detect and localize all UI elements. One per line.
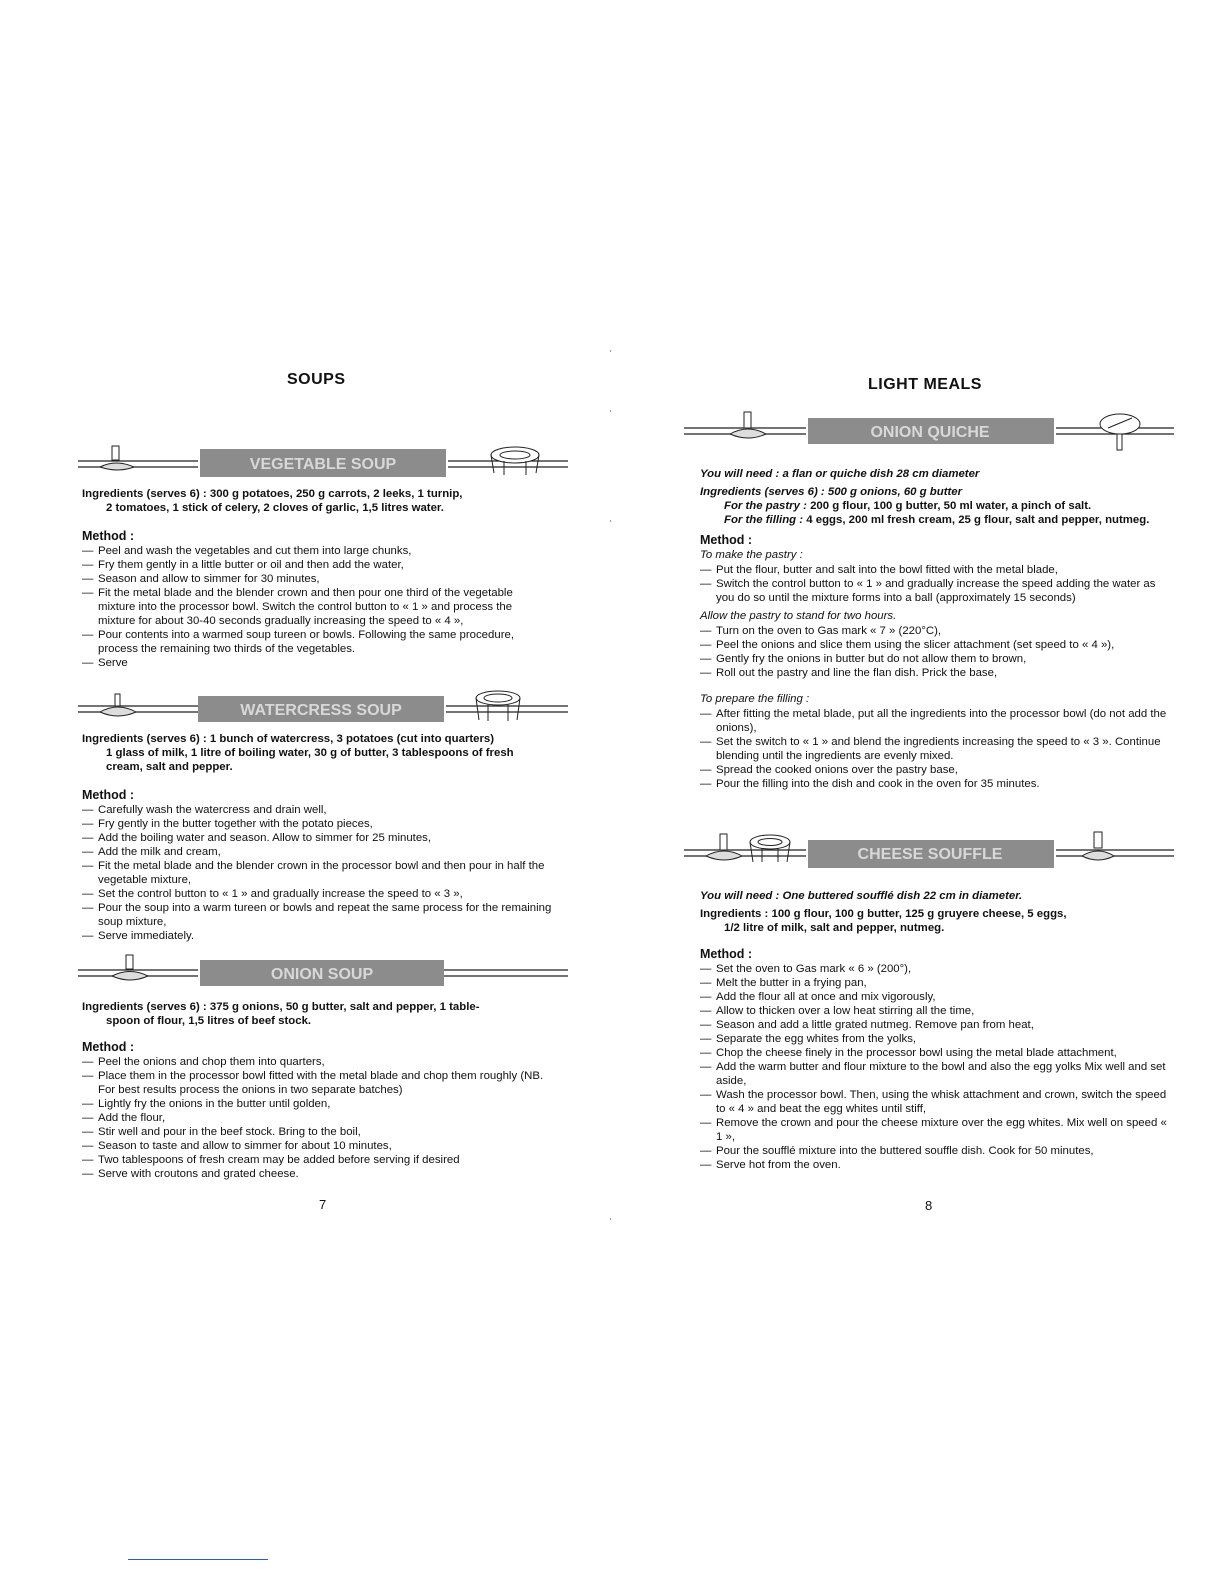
watercress-soup-recipe [82, 732, 552, 943]
method-step: — Peel and wash the vegetables and cut them into large chunks, [82, 544, 552, 558]
method-step: — Fit the metal blade and the blender crown and then pour one third of the vegetable mixture into the processor bowl. Switch the control button to « 1 » and process the mixture for about 30-40 seconds gradually increasing the speed to « 4 », [82, 586, 552, 628]
method-step: — Lightly fry the onions in the butter until golden, [82, 1097, 552, 1111]
method-step: — Remove the crown and pour the cheese mixture over the egg whites. Mix well on speed « 1 », [700, 1116, 1170, 1144]
blade-icon [730, 412, 766, 438]
method-heading: Method : [700, 947, 753, 961]
pastry-steps [700, 563, 1170, 605]
onion-quiche-banner [684, 408, 1174, 450]
method-step: — After fitting the metal blade, put all the ingredients into the processor bowl (do not add the onions), [700, 707, 1170, 735]
method-step: — Add the flour all at once and mix vigorously, [700, 990, 1170, 1004]
filling-steps [700, 707, 1170, 791]
ingredients: Ingredients : 100 g flour, 100 g butter, 125 g gruyere cheese, 5 eggs, 1/2 litre of milk, salt and pepper, nutmeg. [700, 908, 1067, 934]
rest-note: Allow the pastry to stand for two hours. [700, 610, 897, 622]
banner-label: ONION SOUP [270, 966, 374, 983]
method-step: — Add the flour, [82, 1111, 552, 1125]
page-number: 7 [319, 1197, 327, 1212]
method-step: — Chop the cheese finely in the processor bowl using the metal blade attachment, [700, 1046, 1170, 1060]
method-step: — Spread the cooked onions over the pastry base, [700, 763, 1170, 777]
vegetable-soup-recipe [82, 487, 552, 670]
you-will-need: You will need : a flan or quiche dish 28 cm diameter [700, 468, 980, 480]
fold-mark [610, 1218, 611, 1220]
method-heading: Method : [700, 533, 753, 547]
filling-ingredients: For the filling : 4 eggs, 200 ml fresh cream, 25 g flour, salt and pepper, nutmeg. [724, 514, 1150, 526]
ingredients: Ingredients (serves 6) : 1 bunch of watercress, 3 potatoes (cut into quarters) 1 glass of milk, 1 litre of boiling water, 30 g of butter, 3 tablespoons of fresh cream, salt and pepper. [82, 733, 514, 773]
cheese-souffle-banner [684, 828, 1174, 870]
banner-label: ONION QUICHE [870, 424, 990, 441]
method-step: — Pour the soup into a warm tureen or bowls and repeat the same process for the remaining soup mixture, [82, 901, 552, 929]
method-step: — Separate the egg whites from the yolks, [700, 1032, 1170, 1046]
method-step: — Add the warm butter and flour mixture to the bowl and also the egg yolks Mix well and set aside, [700, 1060, 1170, 1088]
method-step: — Set the control button to « 1 » and gradually increase the speed to « 3 », [82, 887, 552, 901]
ingredients: Ingredients (serves 6) : 500 g onions, 60 g butter [700, 486, 963, 498]
cheese-souffle-recipe [700, 889, 1170, 1172]
method-step: — Serve immediately. [82, 929, 552, 943]
blade-icon [112, 955, 148, 980]
method-steps [82, 1055, 552, 1181]
oven-steps [700, 624, 1170, 680]
method-step: — Season and allow to simmer for 30 minutes, [82, 572, 552, 586]
ingredients: Ingredients (serves 6) : 375 g onions, 50 g butter, salt and pepper, 1 table- spoon of flour, 1,5 litres of beef stock. [82, 1001, 480, 1027]
method-steps [82, 803, 552, 943]
blender-crown-icon [491, 447, 539, 475]
method-heading: Method : [82, 529, 135, 543]
filling-section-label: To prepare the filling : [700, 693, 810, 705]
method-step: — Gently fry the onions in butter but do not allow them to brown, [700, 652, 1170, 666]
blender-crown-icon [750, 835, 790, 862]
method-step: — Allow to thicken over a low heat stirring all the time, [700, 1004, 1170, 1018]
banner-label: VEGETABLE SOUP [249, 456, 397, 473]
method-step: — Stir well and pour in the beef stock. Bring to the boil, [82, 1125, 552, 1139]
method-step: — Add the boiling water and season. Allow to simmer for 25 minutes, [82, 831, 552, 845]
method-step: — Fit the metal blade and the blender crown in the processor bowl and then pour in half the vegetable mixture, [82, 859, 552, 887]
method-step: — Add the milk and cream, [82, 845, 552, 859]
you-will-need: You will need : One buttered soufflé dish 22 cm in diameter. [700, 890, 1023, 902]
onion-soup-recipe [82, 1000, 552, 1181]
page-number: 8 [925, 1198, 933, 1213]
banner-label: CHEESE SOUFFLE [857, 846, 1003, 863]
method-steps [82, 544, 552, 670]
method-step: — Switch the control button to « 1 » and gradually increase the speed adding the water as you do so until the mixture forms into a ball (approximately 15 seconds) [700, 577, 1170, 605]
fold-mark [610, 410, 611, 412]
method-step: — Peel the onions and chop them into quarters, [82, 1055, 552, 1069]
vegetable-soup-banner [78, 443, 568, 485]
method-step: — Set the switch to « 1 » and blend the ingredients increasing the speed to « 3 ». Continue blending until the ingredients are evenly mixed. [700, 735, 1170, 763]
method-step: — Roll out the pastry and line the flan dish. Prick the base, [700, 666, 1170, 680]
method-step: — Fry them gently in a little butter or oil and then add the water, [82, 558, 552, 572]
method-steps [700, 962, 1170, 1172]
method-step: — Wash the processor bowl. Then, using the whisk attachment and crown, switch the speed to « 4 » and beat the egg whites until stiff, [700, 1088, 1170, 1116]
onion-quiche-recipe [700, 467, 1170, 791]
method-step: — Pour the filling into the dish and cook in the oven for 35 minutes. [700, 777, 1170, 791]
pastry-ingredients: For the pastry : 200 g flour, 100 g butter, 50 ml water, a pinch of salt. [724, 500, 1092, 512]
link-underline [128, 1559, 268, 1560]
banner-label: WATERCRESS SOUP [240, 702, 402, 719]
blade-icon [706, 834, 742, 860]
fold-mark [610, 350, 611, 352]
method-step: — Set the oven to Gas mark « 6 » (200°), [700, 962, 1170, 976]
method-step: — Two tablespoons of fresh cream may be added before serving if desired [82, 1153, 552, 1167]
watercress-soup-banner [78, 688, 568, 730]
pastry-section-label: To make the pastry : [700, 549, 803, 561]
method-step: — Pour contents into a warmed soup tureen or bowls. Following the same procedure, process the remaining two thirds of the vegetables. [82, 628, 552, 656]
method-heading: Method : [82, 788, 135, 802]
method-step: — Fry gently in the butter together with the potato pieces, [82, 817, 552, 831]
whisk-icon [1082, 832, 1114, 860]
method-step: — Place them in the processor bowl fitted with the metal blade and chop them roughly (NB. For best results process the onions in two separate batches) [82, 1069, 552, 1097]
method-step: — Season and add a little grated nutmeg. Remove pan from heat, [700, 1018, 1170, 1032]
blade-icon [100, 446, 134, 470]
slicer-disc-icon [1100, 414, 1140, 450]
method-step: — Melt the butter in a frying pan, [700, 976, 1170, 990]
page-title: LIGHT MEALS [868, 376, 982, 393]
method-step: — Pour the soufflé mixture into the buttered souffle dish. Cook for 50 minutes, [700, 1144, 1170, 1158]
method-step: — Season to taste and allow to simmer for about 10 minutes, [82, 1139, 552, 1153]
page-title: SOUPS [287, 371, 346, 388]
fold-mark [610, 520, 611, 522]
method-step: — Turn on the oven to Gas mark « 7 » (220°C), [700, 624, 1170, 638]
method-step: — Serve hot from the oven. [700, 1158, 1170, 1172]
onion-soup-banner [78, 952, 568, 994]
ingredients: Ingredients (serves 6) : 300 g potatoes, 250 g carrots, 2 leeks, 1 turnip, 2 tomatoes, 1 stick of celery, 2 cloves of garlic, 1,5 litres water. [82, 488, 463, 514]
method-heading: Method : [82, 1040, 135, 1054]
method-step: — Serve [82, 656, 552, 670]
blade-icon [100, 694, 136, 716]
method-step: — Serve with croutons and grated cheese. [82, 1167, 552, 1181]
method-step: — Carefully wash the watercress and drain well, [82, 803, 552, 817]
method-step: — Put the flour, butter and salt into the bowl fitted with the metal blade, [700, 563, 1170, 577]
method-step: — Peel the onions and slice them using the slicer attachment (set speed to « 4 »), [700, 638, 1170, 652]
